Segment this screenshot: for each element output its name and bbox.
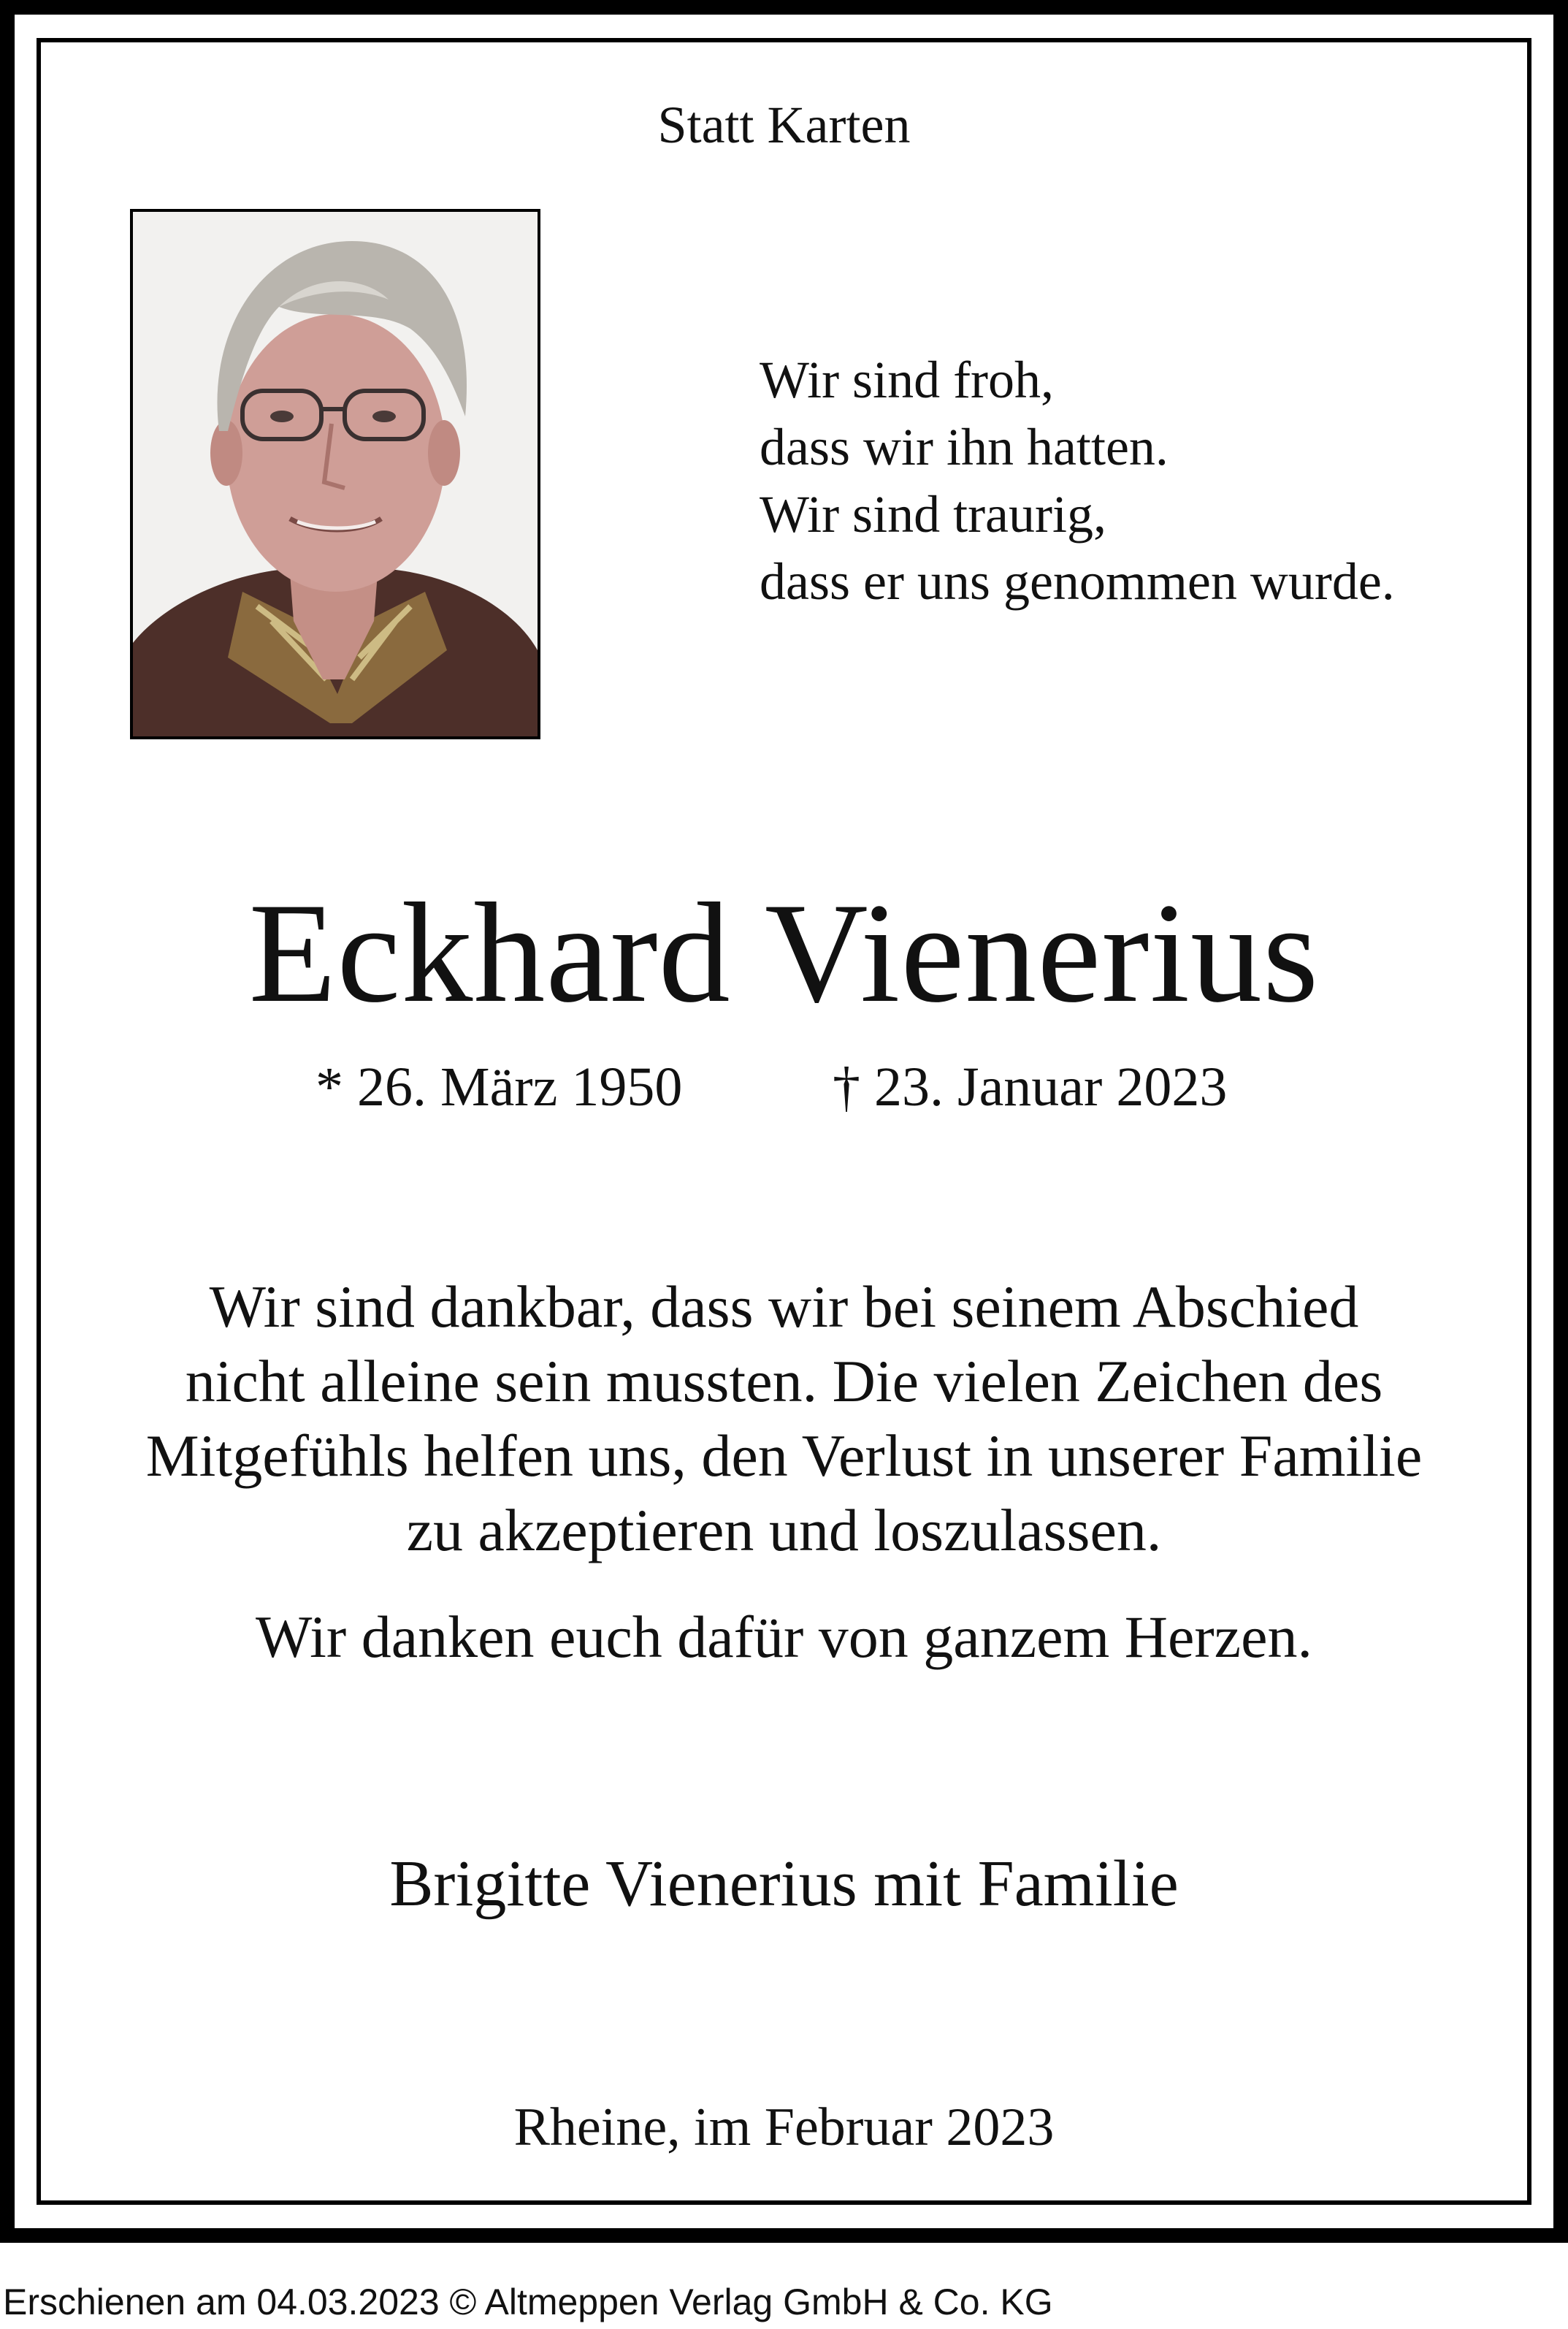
header-statt-karten: Statt Karten [657, 96, 911, 154]
publication-footer: Erschienen am 04.03.2023 © Altmeppen Verlag GmbH & Co. KG [3, 2282, 1053, 2322]
poem-line: Wir sind traurig, [760, 485, 1106, 544]
thanks-text [0, 1270, 1568, 1568]
deceased-name: Eckhard Vienerius [248, 874, 1320, 1032]
poem-line: dass er uns genommen wurde. [760, 552, 1395, 611]
death-date: † 23. Januar 2023 [833, 1056, 1228, 1118]
thanks-line: Mitgefühls helfen uns, den Verlust in unserer Familie [145, 1422, 1423, 1489]
portrait-illustration [133, 212, 538, 736]
portrait-photo [130, 209, 540, 739]
poem-line: dass wir ihn hatten. [760, 418, 1169, 476]
thanks-line: nicht alleine sein mussten. Die vielen Zeichen des [185, 1348, 1383, 1414]
birth-date: * 26. März 1950 [315, 1056, 683, 1118]
thanks-line: Wir sind dankbar, dass wir bei seinem Abschied [209, 1273, 1359, 1340]
place-date: Rheine, im Februar 2023 [513, 2097, 1055, 2157]
thanks-line: zu akzeptieren und loszulassen. [406, 1497, 1162, 1563]
poem-line: Wir sind froh, [760, 351, 1055, 409]
family-signature: Brigitte Vienerius mit Familie [389, 1848, 1179, 1920]
thanks-closing: Wir danken euch dafür von ganzem Herzen. [256, 1604, 1312, 1670]
poem [760, 346, 1395, 615]
